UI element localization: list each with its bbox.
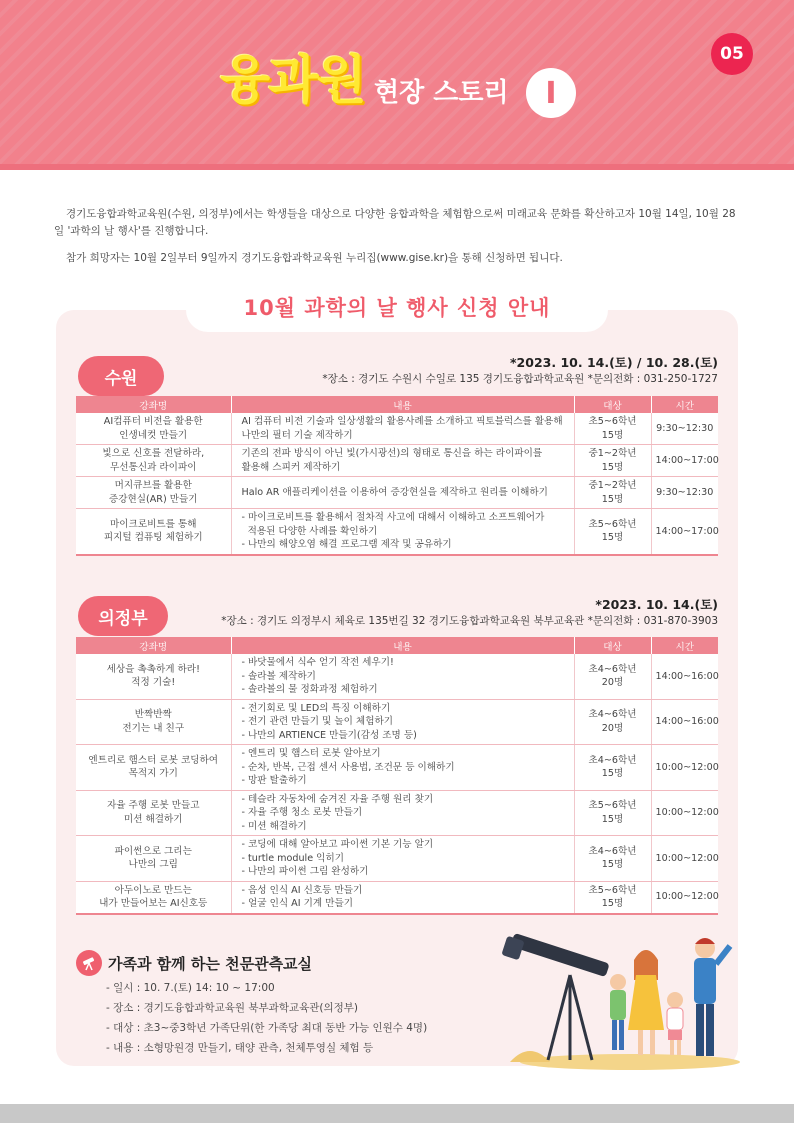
table-header-row xyxy=(76,637,718,654)
cell-text-line: - 마이크로비트를 활용해서 절차적 사고에 대해서 이해하고 소프트웨어가 xyxy=(241,512,545,523)
course-name-cell xyxy=(76,413,231,445)
course-name-cell xyxy=(76,881,231,914)
cell-text-line: - 전기 관련 만들기 및 놀이 체험하기 xyxy=(241,716,394,727)
cell-text-line: AI컴퓨터 비전을 활용한 xyxy=(103,416,203,427)
course-time-cell xyxy=(651,654,718,699)
cell-text-line: 미션 해결하기 xyxy=(123,813,183,825)
cell-text-line: 머지큐브를 활용한 xyxy=(114,480,192,491)
cell-text-line: 증강현실(AR) 만들기 xyxy=(108,493,198,505)
cell-text-line: 아두이노로 만드는 xyxy=(114,884,192,896)
cell-text-line: - 나만의 해양오염 해결 프로그램 제작 및 공유하기 xyxy=(241,539,452,550)
cell-text-line: 중1~2학년 xyxy=(588,448,637,459)
cell-text-line: 9:30~12:30 xyxy=(656,422,714,434)
suwon-date: *2023. 10. 14.(토) / 10. 28.(토) xyxy=(510,355,718,370)
cell-text-line: 기존의 전파 방식이 아닌 빛(가시광선)의 형태로 통신을 하는 라이파이를 xyxy=(241,448,543,459)
col-header-name: 강좌명 xyxy=(76,396,231,413)
header-subtitle: 현장 스토리 xyxy=(374,78,509,108)
course-content-cell xyxy=(231,654,574,699)
course-target-cell xyxy=(574,445,651,477)
course-content-cell xyxy=(231,445,574,477)
course-target-cell xyxy=(574,477,651,509)
cell-text-line: 14:00~17:00 xyxy=(655,525,719,537)
course-target-cell xyxy=(574,881,651,914)
cell-text-line: - 솔라볼 제작하기 xyxy=(241,670,316,682)
uijeongbu-schedule-table xyxy=(76,637,718,915)
cell-text-line: - 코딩에 대해 알아보고 파이썬 기본 기능 알기 xyxy=(241,839,434,850)
footer-bar xyxy=(0,1104,794,1123)
course-time-cell xyxy=(651,413,718,445)
cell-text-line: 내가 만들어보는 AI신호등 xyxy=(99,898,208,909)
cell-text-line: 15명 xyxy=(601,813,624,825)
list-item: - 장소 : 경기도융합과학교육원 북부과학교육관(의정부) xyxy=(106,1002,359,1014)
course-target-cell xyxy=(574,413,651,445)
cell-text-line: 15명 xyxy=(601,768,624,780)
telescope-icon xyxy=(76,950,102,976)
suwon-schedule-table xyxy=(76,396,718,556)
region-badge-uijeongbu: 의정부 xyxy=(78,596,168,636)
course-name-cell xyxy=(76,790,231,836)
cell-text-line: 9:30~12:30 xyxy=(656,486,714,498)
cell-text-line: - 망판 탈출하기 xyxy=(241,775,307,786)
cell-text-line: 20명 xyxy=(601,677,624,689)
table-row xyxy=(76,509,718,555)
family-telescope-illustration xyxy=(500,920,740,1070)
cell-text-line: - 음성 인식 AI 신호등 만들기 xyxy=(241,884,363,896)
cell-text-line: 15명 xyxy=(601,859,624,871)
intro-text xyxy=(54,206,744,277)
cell-text-line: 초5~6학년 xyxy=(588,800,637,812)
cell-text-line: 초4~6학년 xyxy=(588,845,637,857)
table-row xyxy=(76,654,718,699)
uijeongbu-place: *장소 : 경기도 의정부시 체육로 135번길 32 경기도융합과학교육원 북부교육관 *문의전화 : 031-870-3903 xyxy=(221,615,718,627)
region-badge-suwon: 수원 xyxy=(78,356,164,396)
cell-text-line: 초4~6학년 xyxy=(588,709,637,721)
cell-text-line: - 미션 해결하기 xyxy=(241,820,307,832)
cell-text-line: 중1~2학년 xyxy=(588,480,637,491)
course-content-cell xyxy=(231,413,574,445)
cell-text-line: - 자율 주행 청소 로봇 만들기 xyxy=(241,807,363,818)
cell-text-line: 10:00~12:00 xyxy=(655,761,719,773)
cell-text-line: - 바닷물에서 식수 얻기 작전 세우기! xyxy=(241,657,394,668)
list-item: - 내용 : 소형망원경 만들기, 태양 관측, 천체투영실 체험 등 xyxy=(106,1042,374,1054)
course-name-cell xyxy=(76,477,231,509)
course-time-cell xyxy=(651,699,718,745)
cell-text-line: 엔트리로 햄스터 로봇 코딩하여 xyxy=(88,754,219,766)
cell-text-line: 초5~6학년 xyxy=(588,884,637,896)
cell-text-line: 초4~6학년 xyxy=(588,754,637,766)
cell-text-line: 초4~6학년 xyxy=(588,663,637,675)
table-header-row xyxy=(76,396,718,413)
cell-text-line: 14:00~16:00 xyxy=(655,716,719,727)
course-content-cell xyxy=(231,509,574,555)
cell-text-line: 전기는 내 친구 xyxy=(122,722,185,734)
cell-text-line: 15명 xyxy=(601,898,624,909)
table-row xyxy=(76,699,718,745)
header-roman-badge: I xyxy=(526,68,576,118)
course-content-cell xyxy=(231,699,574,745)
table-row xyxy=(76,445,718,477)
cell-text-line: 14:00~17:00 xyxy=(655,454,719,466)
cell-text-line: - 테슬라 자동차에 숨겨진 자율 주행 원리 찾기 xyxy=(241,793,434,805)
family-section-title: 가족과 함께 하는 천문관측교실 xyxy=(108,955,313,973)
course-content-cell xyxy=(231,790,574,836)
course-time-cell xyxy=(651,445,718,477)
cell-text-line: - 나만의 ARTIENCE 만들기(감성 조명 등) xyxy=(241,729,417,741)
cell-text-line: 15명 xyxy=(601,429,624,441)
col-header-target: 대상 xyxy=(574,637,651,654)
course-target-cell xyxy=(574,790,651,836)
cell-text-line: 목적지 가기 xyxy=(128,768,178,780)
cell-text-line: 15명 xyxy=(601,461,624,473)
suwon-place: *장소 : 경기도 수원시 수일로 135 경기도융합과학교육원 *문의전화 : 031-250-1727 xyxy=(322,373,718,385)
col-header-target: 대상 xyxy=(574,396,651,413)
cell-text-line: 14:00~16:00 xyxy=(655,670,719,682)
course-target-cell xyxy=(574,836,651,882)
cell-text-line: 활용해 스피커 제작하기 xyxy=(241,461,341,473)
course-name-cell xyxy=(76,654,231,699)
intro-paragraph-2: 참가 희망자는 10월 2일부터 9일까지 경기도융합과학교육원 누리집(www.gise.kr)을 통해 신청하면 됩니다. xyxy=(66,252,563,264)
col-header-time: 시간 xyxy=(651,396,718,413)
cell-text-line: - 얼굴 인식 AI 기계 만들기 xyxy=(241,898,354,909)
cell-text-line: - 나만의 파이썬 그림 완성하기 xyxy=(241,866,369,877)
cell-text-line: AI 컴퓨터 비전 기술과 일상생활의 활용사례를 소개하고 픽토블럭스를 활용해 xyxy=(241,416,563,427)
cell-text-line: 마이크로비트를 통해 xyxy=(110,518,197,530)
cell-text-line: 10:00~12:00 xyxy=(655,891,719,903)
course-target-cell xyxy=(574,699,651,745)
cell-text-line: 초5~6학년 xyxy=(588,416,637,427)
intro-paragraph-1: 경기도융합과학교육원(수원, 의정부)에서는 학생들을 대상으로 다양한 융합과학을 체험함으로써 미래교육 문화를 확산하고자 10월 14일, 10월 28일 '과학의 날 행사'를 진행합니다. xyxy=(54,208,736,237)
course-target-cell xyxy=(574,745,651,791)
table-row xyxy=(76,790,718,836)
cell-text-line: 20명 xyxy=(601,722,624,734)
course-target-cell xyxy=(574,509,651,555)
table-row xyxy=(76,836,718,882)
cell-text-line: 인생네컷 만들기 xyxy=(119,429,188,441)
cell-text-line: 나만의 그림 xyxy=(128,859,178,871)
course-time-cell xyxy=(651,790,718,836)
col-header-content: 내용 xyxy=(231,637,574,654)
cell-text-line: 세상을 촉촉하게 하라! xyxy=(106,663,200,675)
col-header-time: 시간 xyxy=(651,637,718,654)
course-name-cell xyxy=(76,509,231,555)
course-content-cell xyxy=(231,881,574,914)
course-name-cell xyxy=(76,699,231,745)
cell-text-line: - 전기회로 및 LED의 특징 이해하기 xyxy=(241,702,391,714)
cell-text-line: 적정 기술! xyxy=(131,677,176,689)
course-name-cell xyxy=(76,745,231,791)
course-content-cell xyxy=(231,745,574,791)
logo-text: 융과원 xyxy=(220,51,365,111)
cell-text-line: 10:00~12:00 xyxy=(655,852,719,864)
cell-text-line: 적용된 다양한 사례를 확인하기 xyxy=(241,525,378,537)
panel-title: 10월 과학의 날 행사 신청 안내 xyxy=(243,296,551,320)
cell-text-line: 15명 xyxy=(601,493,624,505)
cell-text-line: 반짝반짝 xyxy=(134,709,172,721)
course-time-cell xyxy=(651,477,718,509)
cell-text-line: 무선통신과 라이파이 xyxy=(110,461,197,473)
table-row xyxy=(76,881,718,914)
list-item: - 대상 : 초3~중3학년 가족단위(한 가족당 최대 동반 가능 인원수 4명) xyxy=(106,1022,428,1034)
cell-text-line: 15명 xyxy=(601,532,624,544)
cell-text-line: - 엔트리 및 햄스터 로봇 알아보기 xyxy=(241,748,381,759)
table-row xyxy=(76,413,718,445)
cell-text-line: Halo AR 애플리케이션을 이용하여 증강현실을 제작하고 원리를 이해하기 xyxy=(241,486,548,498)
list-item: - 일시 : 10. 7.(토) 14: 10 ~ 17:00 xyxy=(106,982,275,994)
col-header-name: 강좌명 xyxy=(76,637,231,654)
cell-text-line: 빛으로 신호를 전달하라, xyxy=(102,448,205,459)
cell-text-line: 파이썬으로 그리는 xyxy=(114,845,192,857)
cell-text-line: 자율 주행 로봇 만들고 xyxy=(106,800,200,812)
cell-text-line: - 순차, 반복, 근접 센서 사용법, 조건문 등 이해하기 xyxy=(241,761,455,773)
course-content-cell xyxy=(231,477,574,509)
page-header xyxy=(0,0,794,170)
course-content-cell xyxy=(231,836,574,882)
course-time-cell xyxy=(651,509,718,555)
cell-text-line: 초5~6학년 xyxy=(588,518,637,530)
course-time-cell xyxy=(651,881,718,914)
family-info-list xyxy=(106,978,427,1058)
table-row xyxy=(76,745,718,791)
course-name-cell xyxy=(76,445,231,477)
table-row xyxy=(76,477,718,509)
cell-text-line: - 솔라볼의 물 정화과정 체험하기 xyxy=(241,684,378,695)
page-number: 05 xyxy=(711,33,753,75)
course-time-cell xyxy=(651,836,718,882)
cell-text-line: 피지털 컴퓨팅 체험하기 xyxy=(103,532,203,544)
course-name-cell xyxy=(76,836,231,882)
uijeongbu-date: *2023. 10. 14.(토) xyxy=(595,597,718,612)
col-header-content: 내용 xyxy=(231,396,574,413)
cell-text-line: 나만의 필터 기술 제작하기 xyxy=(241,429,353,441)
cell-text-line: 10:00~12:00 xyxy=(655,807,719,818)
cell-text-line: - turtle module 익히기 xyxy=(241,852,344,864)
course-target-cell xyxy=(574,654,651,699)
course-time-cell xyxy=(651,745,718,791)
